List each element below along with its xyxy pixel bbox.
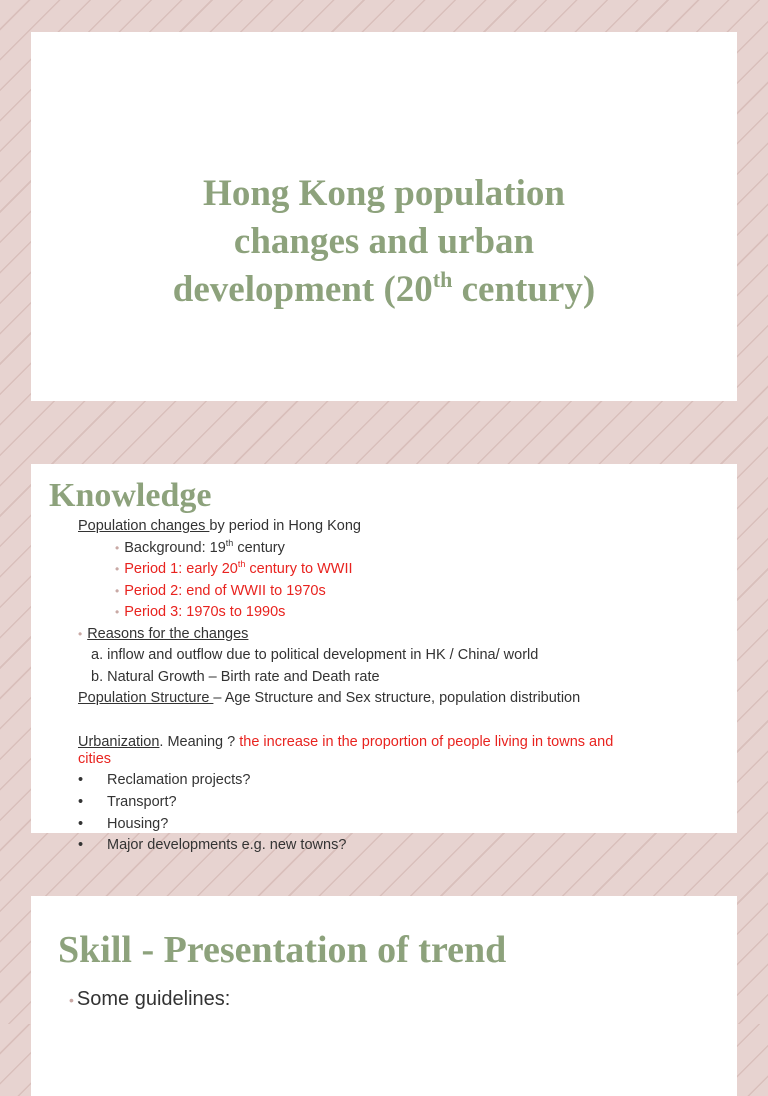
background-item: • Background: 19th century [115,538,285,556]
period-1-item: • Period 1: early 20th century to WWII [115,559,353,577]
population-changes-link: Population changes [78,518,210,534]
list-item: • Housing? [78,816,169,832]
reasons-item: • Reasons for the changes [78,626,249,642]
bullet-icon: • [78,837,84,853]
population-structure-line: Population Structure – Age Structure and Sex structure, population distribution [78,690,581,706]
period-3-item: • Period 3: 1970s to 1990s [115,604,286,620]
reason-a: a. inflow and outflow due to political development in HK / China/ world [91,647,539,663]
list-item: • Transport? [78,794,177,810]
skill-slide [31,896,737,1096]
bullet-dot-icon: • [115,562,120,576]
bullet-icon: • [78,772,84,788]
title-slide [31,32,737,401]
bullet-dot-icon: • [115,584,120,598]
skill-heading: Skill - Presentation of trend [58,929,507,971]
bullet-dot-icon: • [115,541,120,555]
title-line-3: development (20th century) [172,267,596,310]
knowledge-slide [31,464,737,833]
urbanization-definition-cont: cities [78,751,112,767]
population-changes-line: Population changes by period in Hong Kong [78,518,361,534]
urbanization-line: Urbanization. Meaning ? the increase in the proportion of people living in towns and [78,734,614,750]
bullet-dot-icon: • [78,627,83,641]
slide-title [31,170,737,314]
urbanization-link: Urbanization [78,734,160,750]
list-item: • Reclamation projects? [78,772,251,788]
reason-b: b. Natural Growth – Birth rate and Death rate [91,669,380,685]
knowledge-heading: Knowledge [49,477,212,514]
bullet-dot-icon: • [115,605,120,619]
period-2-item: • Period 2: end of WWII to 1970s [115,583,326,599]
list-item-overflow: • Major developments e.g. new towns? [78,837,347,853]
title-line-2: changes and urban [233,221,535,262]
population-structure-link: Population Structure [78,690,214,706]
bullet-icon: • [78,794,84,810]
bullet-dot-icon: • [69,992,74,1008]
bullet-icon: • [78,816,84,832]
title-line-1: Hong Kong population [203,173,565,214]
guidelines-item: • Some guidelines: [69,988,231,1010]
